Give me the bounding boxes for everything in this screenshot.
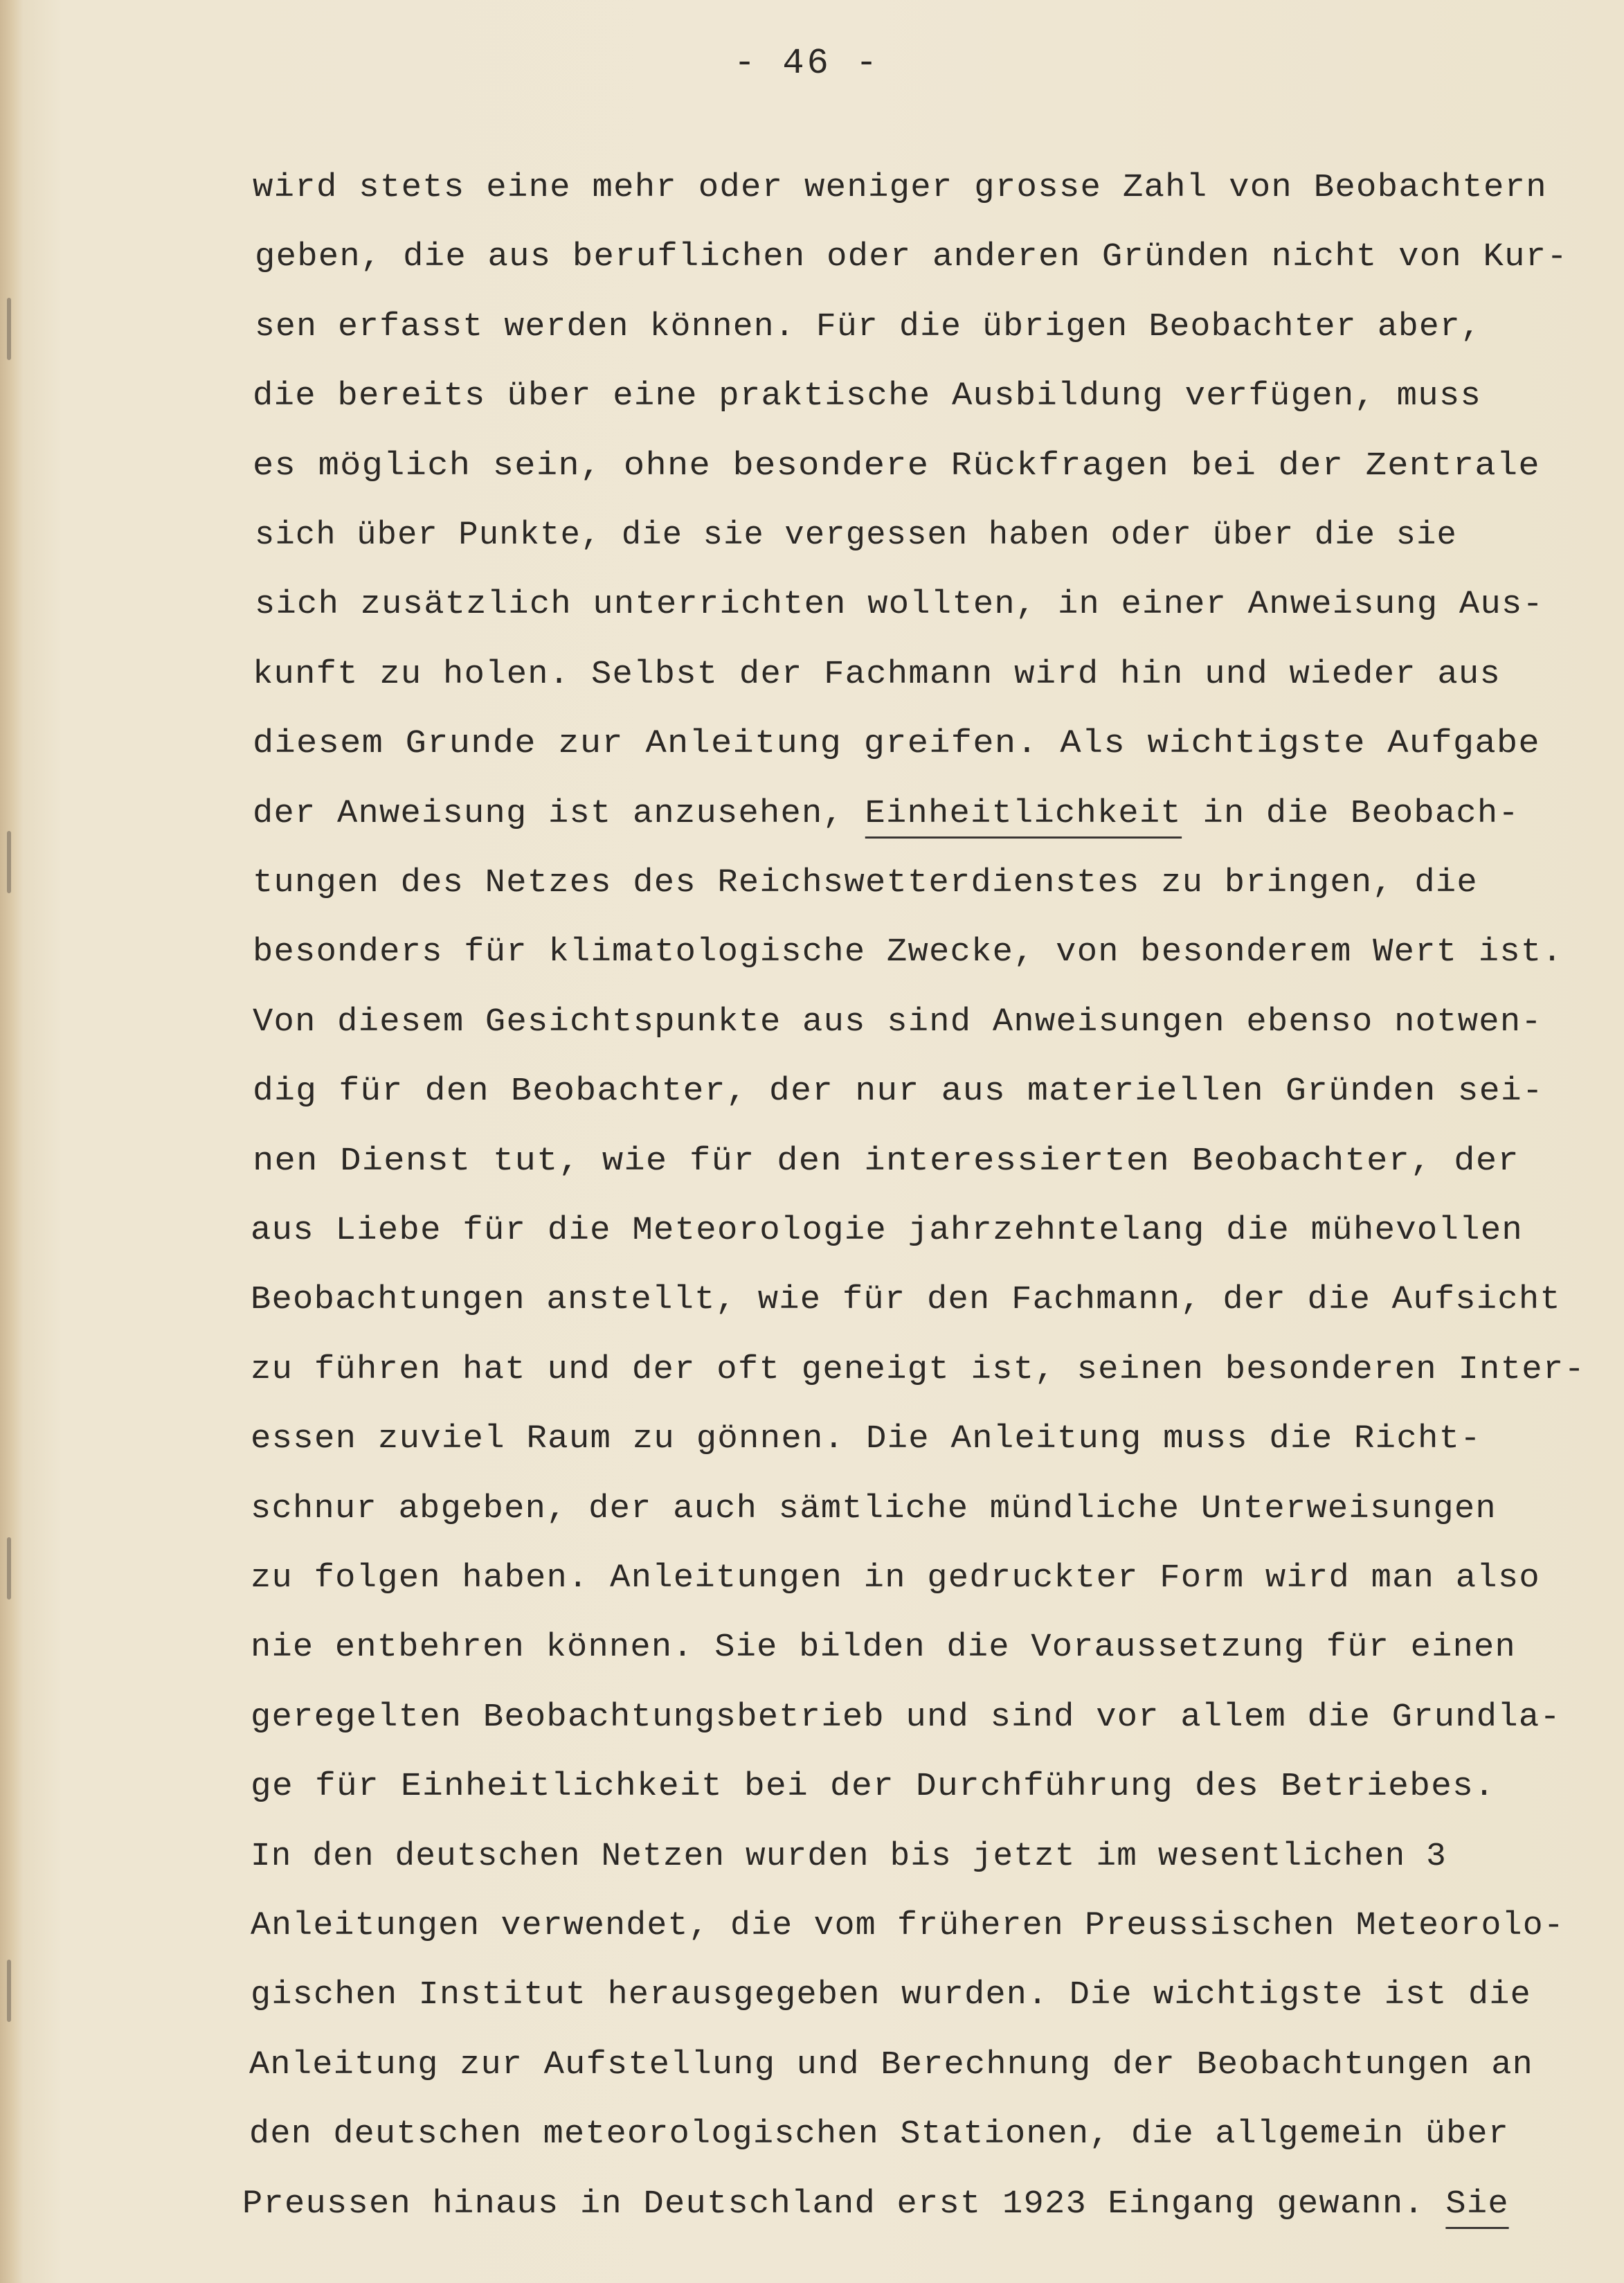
text-line bbox=[251, 1490, 1497, 1528]
line-text: Preussen hinaus in Deutschland erst 1923 Eingang gewann. bbox=[242, 2185, 1446, 2223]
line-text: sich zusätzlich unterrichten wollten, in einer Anweisung Aus- bbox=[255, 587, 1544, 624]
line-text: aus Liebe für die Meteorologie jahrzehntelang die mühevollen bbox=[251, 1212, 1524, 1249]
text-line bbox=[251, 1212, 1524, 1249]
binding-hole bbox=[7, 1537, 11, 1600]
line-text: zu folgen haben. Anleitungen in gedruckter Form wird man also bbox=[251, 1560, 1540, 1597]
line-text: der Anweisung ist anzusehen, bbox=[253, 795, 865, 832]
text-line bbox=[242, 2185, 1509, 2223]
text-line bbox=[255, 587, 1544, 624]
line-text: den deutschen meteorologischen Stationen, die allgemein über bbox=[249, 2116, 1510, 2154]
text-line bbox=[253, 934, 1563, 972]
line-text: nen Dienst tut, wie für den interessierten Beobachter, der bbox=[253, 1143, 1519, 1180]
underlined-word: Einheitlichkeit bbox=[865, 796, 1181, 839]
line-text: In den deutschen Netzen wurden bis jetzt im wesentlichen 3 bbox=[251, 1838, 1447, 1875]
line-text: Von diesem Gesichtspunkte aus sind Anweisungen ebenso notwen- bbox=[253, 1003, 1542, 1041]
line-text: Anleitung zur Aufstellung und Berechnung der Beobachtungen an bbox=[249, 2046, 1534, 2084]
binding-edge bbox=[0, 0, 24, 2283]
line-text: dig für den Beobachter, der nur aus materiellen Gründen sei- bbox=[253, 1073, 1544, 1111]
binding-hole bbox=[7, 1960, 11, 2022]
text-line bbox=[251, 1838, 1447, 1875]
line-text: geregelten Beobachtungsbetrieb und sind vor allem die Grundla- bbox=[251, 1699, 1561, 1736]
text-line bbox=[253, 726, 1540, 763]
text-line bbox=[251, 1769, 1496, 1806]
text-line bbox=[251, 1701, 1561, 1734]
text-line bbox=[255, 519, 1457, 552]
text-line bbox=[253, 656, 1501, 693]
text-line bbox=[253, 1003, 1542, 1041]
page-number: - 46 - bbox=[734, 43, 881, 84]
line-text-continued: in die Beobach- bbox=[1181, 795, 1519, 832]
text-line bbox=[251, 1629, 1516, 1667]
line-text: zu führen hat und der oft geneigt ist, seinen besonderen Inter- bbox=[251, 1351, 1586, 1388]
line-text: tungen des Netzes des Reichswetterdienstes zu bringen, die bbox=[253, 865, 1478, 902]
line-text: Anleitungen verwendet, die vom früheren Preussischen Meteorolo- bbox=[251, 1908, 1565, 1944]
line-text: die bereits über eine praktische Ausbildung verfügen, muss bbox=[253, 378, 1482, 415]
text-line bbox=[251, 1562, 1540, 1595]
text-line bbox=[253, 865, 1478, 902]
line-text: es möglich sein, ohne besondere Rückfragen bei der Zentrale bbox=[253, 447, 1540, 485]
line-text: ge für Einheitlichkeit bei der Durchführung des Betriebes. bbox=[251, 1769, 1496, 1806]
line-text: kunft zu holen. Selbst der Fachmann wird hin und wieder aus bbox=[253, 656, 1501, 693]
line-text: wird stets eine mehr oder weniger grosse Zahl von Beobachtern bbox=[253, 170, 1547, 206]
binding-hole bbox=[7, 298, 11, 360]
text-line bbox=[253, 172, 1547, 204]
text-line bbox=[251, 1282, 1561, 1319]
text-line bbox=[249, 2116, 1510, 2154]
text-line bbox=[255, 308, 1482, 346]
underlined-word: Sie bbox=[1445, 2186, 1509, 2229]
text-line bbox=[251, 1910, 1564, 1942]
text-line bbox=[255, 241, 1568, 274]
line-text: essen zuviel Raum zu gönnen. Die Anleitung muss die Richt- bbox=[251, 1421, 1481, 1458]
binding-hole bbox=[7, 831, 11, 893]
line-text: gischen Institut herausgegeben wurden. Die wichtigste ist die bbox=[251, 1977, 1532, 2014]
text-line bbox=[253, 380, 1481, 413]
text-line bbox=[251, 1423, 1481, 1456]
line-text: geben, die aus beruflichen oder anderen Gründen nicht von Kur- bbox=[255, 239, 1568, 276]
line-text: sich über Punkte, die sie vergessen haben oder über die sie bbox=[255, 517, 1457, 554]
line-text: sen erfasst werden können. Für die übrigen Beobachter aber, bbox=[255, 308, 1482, 346]
line-text: schnur abgeben, der auch sämtliche mündliche Unterweisungen bbox=[251, 1490, 1497, 1528]
text-line bbox=[249, 2046, 1534, 2084]
text-line bbox=[251, 1351, 1586, 1388]
line-text: nie entbehren können. Sie bilden die Voraussetzung für einen bbox=[251, 1629, 1516, 1667]
text-line bbox=[253, 1073, 1544, 1111]
text-line bbox=[253, 1145, 1519, 1178]
text-line bbox=[253, 447, 1540, 485]
line-text: besonders für klimatologische Zwecke, von besonderem Wert ist. bbox=[253, 934, 1563, 972]
line-text: Beobachtungen anstellt, wie für den Fachmann, der die Aufsicht bbox=[251, 1282, 1561, 1319]
text-line bbox=[251, 1979, 1531, 2012]
text-line bbox=[253, 795, 1519, 832]
line-text: diesem Grunde zur Anleitung greifen. Als wichtigste Aufgabe bbox=[253, 726, 1540, 763]
